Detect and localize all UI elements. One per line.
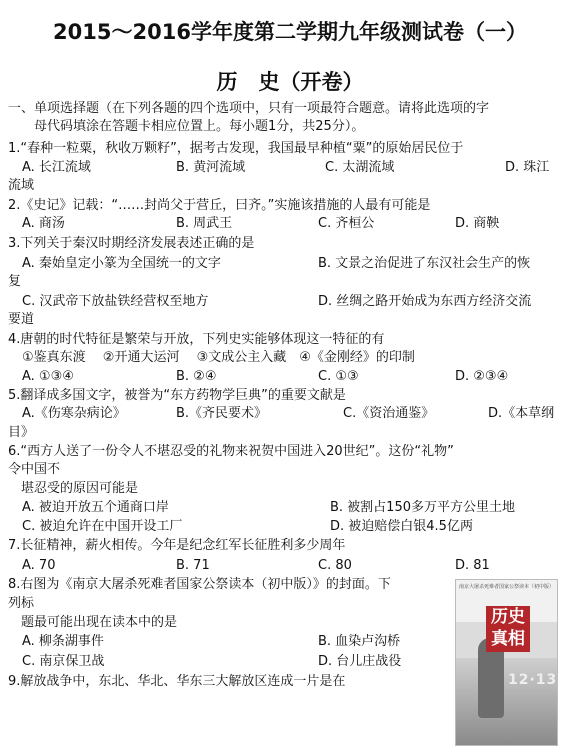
question-4-items: ①鉴真东渡 ②开通大运河 ③文成公主入藏 ④《金刚经》的印制 — [22, 350, 415, 365]
question-2-option-d: D. 商鞅 — [455, 216, 500, 231]
question-5-option-d: D.《本草纲 — [488, 406, 555, 421]
question-8-stem: 8.右图为《南京大屠杀死难者国家公祭读本（初中版）》的封面。下 — [8, 577, 391, 592]
question-5-option-c: C.《资治通鉴》 — [343, 406, 435, 421]
question-2-option-b: B. 周武王 — [176, 216, 233, 231]
question-6-option-d: D. 被迫赔偿白银4.5亿两 — [330, 519, 473, 534]
question-2-stem: 2.《史记》记载：“……封尚父于营丘，曰齐。”实施该措施的人最有可能是 — [8, 198, 431, 213]
question-3-stem: 3.下列关于秦汉时期经济发展表述正确的是 — [8, 236, 255, 251]
cover-date: 12·13 — [508, 672, 558, 688]
question-4-option-c: C. ①③ — [318, 369, 359, 384]
question-7-option-d: D. 81 — [455, 558, 490, 573]
question-3-option-c: C. 汉武帝下放盐铁经营权至地方 — [22, 294, 209, 309]
page-subtitle: 历 史（开卷） — [216, 70, 364, 94]
question-8-option-d: D. 台儿庄战役 — [318, 654, 402, 669]
question-6-stem-3: 堪忍受的原因可能是 — [8, 481, 139, 496]
question-1-option-a: A. 长江流域 — [22, 160, 91, 175]
question-2-option-c: C. 齐桓公 — [318, 216, 375, 231]
question-5-option-b: B.《齐民要术》 — [176, 406, 268, 421]
cover-caption: 南京大屠杀死难者国家公祭读本（初中版） — [459, 584, 555, 590]
question-6-stem-2: 令中国不 — [8, 462, 61, 477]
question-5-option-a: A.《伤寒杂病论》 — [22, 406, 126, 421]
question-8-option-b: B. 血染卢沟桥 — [318, 634, 401, 649]
cover-title — [486, 606, 530, 652]
question-3-option-b: B. 文景之治促进了东汉社会生产的恢 — [318, 256, 531, 271]
question-6-stem: 6.“西方人送了一份令人不堪忍受的礼物来祝贺中国进入20世纪”。这份“礼物” — [8, 444, 454, 459]
question-9-stem: 9.解放战争中，东北、华北、华东三大解放区连成一片是在 — [8, 674, 346, 689]
question-3-option-b-wrap: 复 — [8, 274, 22, 289]
cover-title-line-2: 真相 — [491, 629, 525, 649]
question-8-stem-3: 题最可能出现在读本中的是 — [8, 615, 178, 630]
question-5-stem: 5.翻译成多国文字，被誉为“东方药物学巨典”的重要文献是 — [8, 388, 346, 403]
question-7-option-b: B. 71 — [176, 558, 210, 573]
question-5-wrap: 目》 — [8, 425, 35, 440]
question-6-option-a: A. 被迫开放五个通商口岸 — [22, 500, 169, 515]
question-6-option-b: B. 被割占150多万平方公里土地 — [330, 500, 515, 515]
question-4-option-d: D. ②③④ — [455, 369, 509, 384]
page-title: 2015～2016学年度第二学期九年级测试卷（一） — [53, 20, 527, 44]
question-7-option-c: C. 80 — [318, 558, 352, 573]
question-8-option-c: C. 南京保卫战 — [22, 654, 105, 669]
question-1-option-d: D. 珠江 — [505, 160, 550, 175]
question-3-option-d-wrap: 要道 — [8, 312, 35, 327]
cover-title-line-1: 历史 — [491, 607, 525, 627]
question-7-option-a: A. 70 — [22, 558, 56, 573]
question-4-option-b: B. ②④ — [176, 369, 217, 384]
question-8-option-a: A. 柳条湖事件 — [22, 634, 104, 649]
question-8-stem-2: 列标 — [8, 596, 35, 611]
question-1-stem: 1.“春种一粒粟，秋收万颗籽”，据考古发现，我国最早种植“粟”的原始居民位于 — [8, 141, 464, 156]
question-1-option-c: C. 太湖流域 — [325, 160, 395, 175]
book-cover-image — [455, 579, 558, 746]
question-7-stem: 7.长征精神，薪火相传。今年是纪念红军长征胜利多少周年 — [8, 538, 346, 553]
question-1-wrap: 流域 — [8, 178, 35, 193]
instructions-line-2: 母代码填涂在答题卡相应位置上。每小题1分，共25分）。 — [8, 119, 365, 134]
question-2-option-a: A. 商汤 — [22, 216, 65, 231]
question-4-option-a: A. ①③④ — [22, 369, 74, 384]
question-3-option-a: A. 秦始皇定小篆为全国统一的文字 — [22, 256, 221, 271]
question-6-option-c: C. 被迫允许在中国开设工厂 — [22, 519, 183, 534]
instructions-line-1: 一、单项选择题（在下列各题的四个选项中，只有一项最符合题意。请将此选项的字 — [8, 101, 490, 116]
question-3-option-d: D. 丝绸之路开始成为东西方经济交流 — [318, 294, 532, 309]
question-1-option-b: B. 黄河流域 — [176, 160, 246, 175]
question-4-stem: 4.唐朝的时代特征是繁荣与开放，下列史实能够体现这一特征的有 — [8, 332, 385, 347]
